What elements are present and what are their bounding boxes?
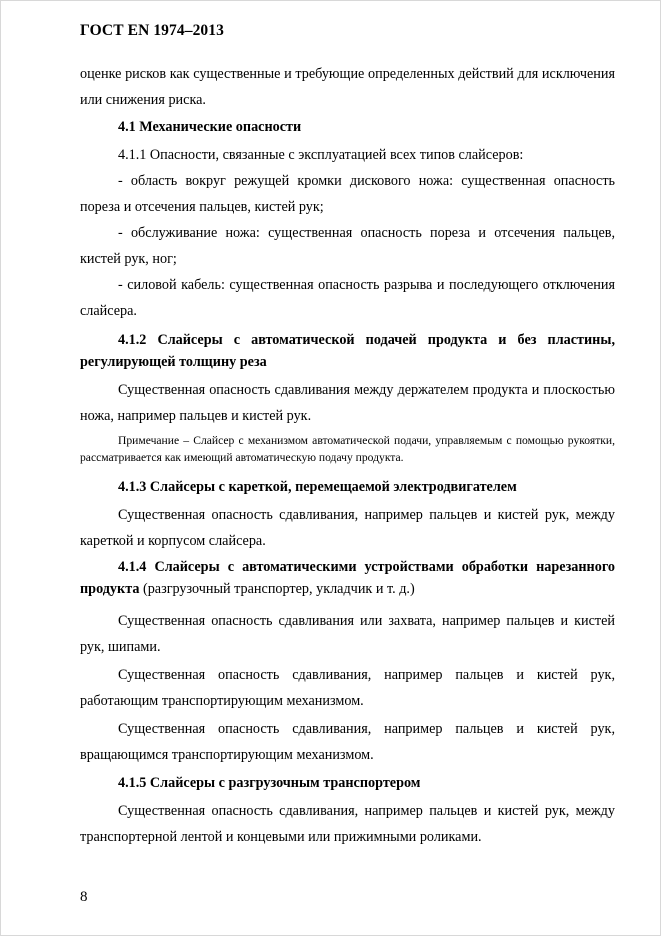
section-heading-4-1-3: 4.1.3 Слайсеры с кареткой, перемещаемой электродвигателем (118, 479, 517, 495)
paragraph-4-1-2: Существенная опасность сдавливания между держателем продукта и плоскостью ножа, например пальцев и кистей рук. (80, 382, 615, 424)
document-body (80, 61, 615, 850)
list-item-blade-service: - обслуживание ножа: существенная опасность пореза и отсечения пальцев, кистей рук, ног; (80, 225, 615, 267)
note-paragraph: Примечание – Слайсер с механизмом автоматической подачи, управляемым с помощью рукоятки, рассматривается как имеющий автоматическую подачу продукта. (80, 434, 615, 464)
section-heading-4-1-4 (80, 556, 615, 600)
section-heading-4-1-4-title: 4.1.4 Слайсеры с автоматическими устройствами обработки нарезанного продукта (80, 559, 615, 597)
document-header: ГОСТ EN 1974–2013 (80, 22, 224, 39)
intro-paragraph: оценке рисков как существенные и требующие определенных действий для исключения или снижения риска. (80, 66, 615, 108)
paragraph-4-1-4-c: Существенная опасность сдавливания, например пальцев и кистей рук, вращающимся транспортирующим механизмом. (80, 721, 615, 763)
list-item-blade-edge: - область вокруг режущей кромки дискового ножа: существенная опасность пореза и отсечения пальцев, кистей рук; (80, 173, 615, 215)
paragraph-4-1-1: 4.1.1 Опасности, связанные с эксплуатацией всех типов слайсеров: (118, 147, 524, 163)
section-heading-4-1: 4.1 Механические опасности (118, 119, 302, 135)
paragraph-4-1-4-a: Существенная опасность сдавливания или захвата, например пальцев и кистей рук, шипами. (80, 613, 615, 655)
section-heading-4-1-5: 4.1.5 Слайсеры с разгрузочным транспортером (118, 775, 421, 791)
section-heading-4-1-2: 4.1.2 Слайсеры с автоматической подачей продукта и без пластины, регулирующей толщину реза (80, 332, 615, 370)
list-item-power-cable: - силовой кабель: существенная опасность разрыва и последующего отключения слайсера. (80, 277, 615, 319)
paragraph-4-1-5: Существенная опасность сдавливания, например пальцев и кистей рук, между транспортерной лентой и концевыми или прижимными роликами. (80, 803, 615, 845)
paragraph-4-1-3: Существенная опасность сдавливания, например пальцев и кистей рук, между кареткой и корпусом слайсера. (80, 507, 615, 549)
section-heading-4-1-4-note: (разгрузочный транспортер, укладчик и т. д.) (139, 581, 415, 597)
page-number: 8 (80, 889, 88, 905)
paragraph-4-1-4-b: Существенная опасность сдавливания, например пальцев и кистей рук, работающим транспортирующим механизмом. (80, 667, 615, 709)
